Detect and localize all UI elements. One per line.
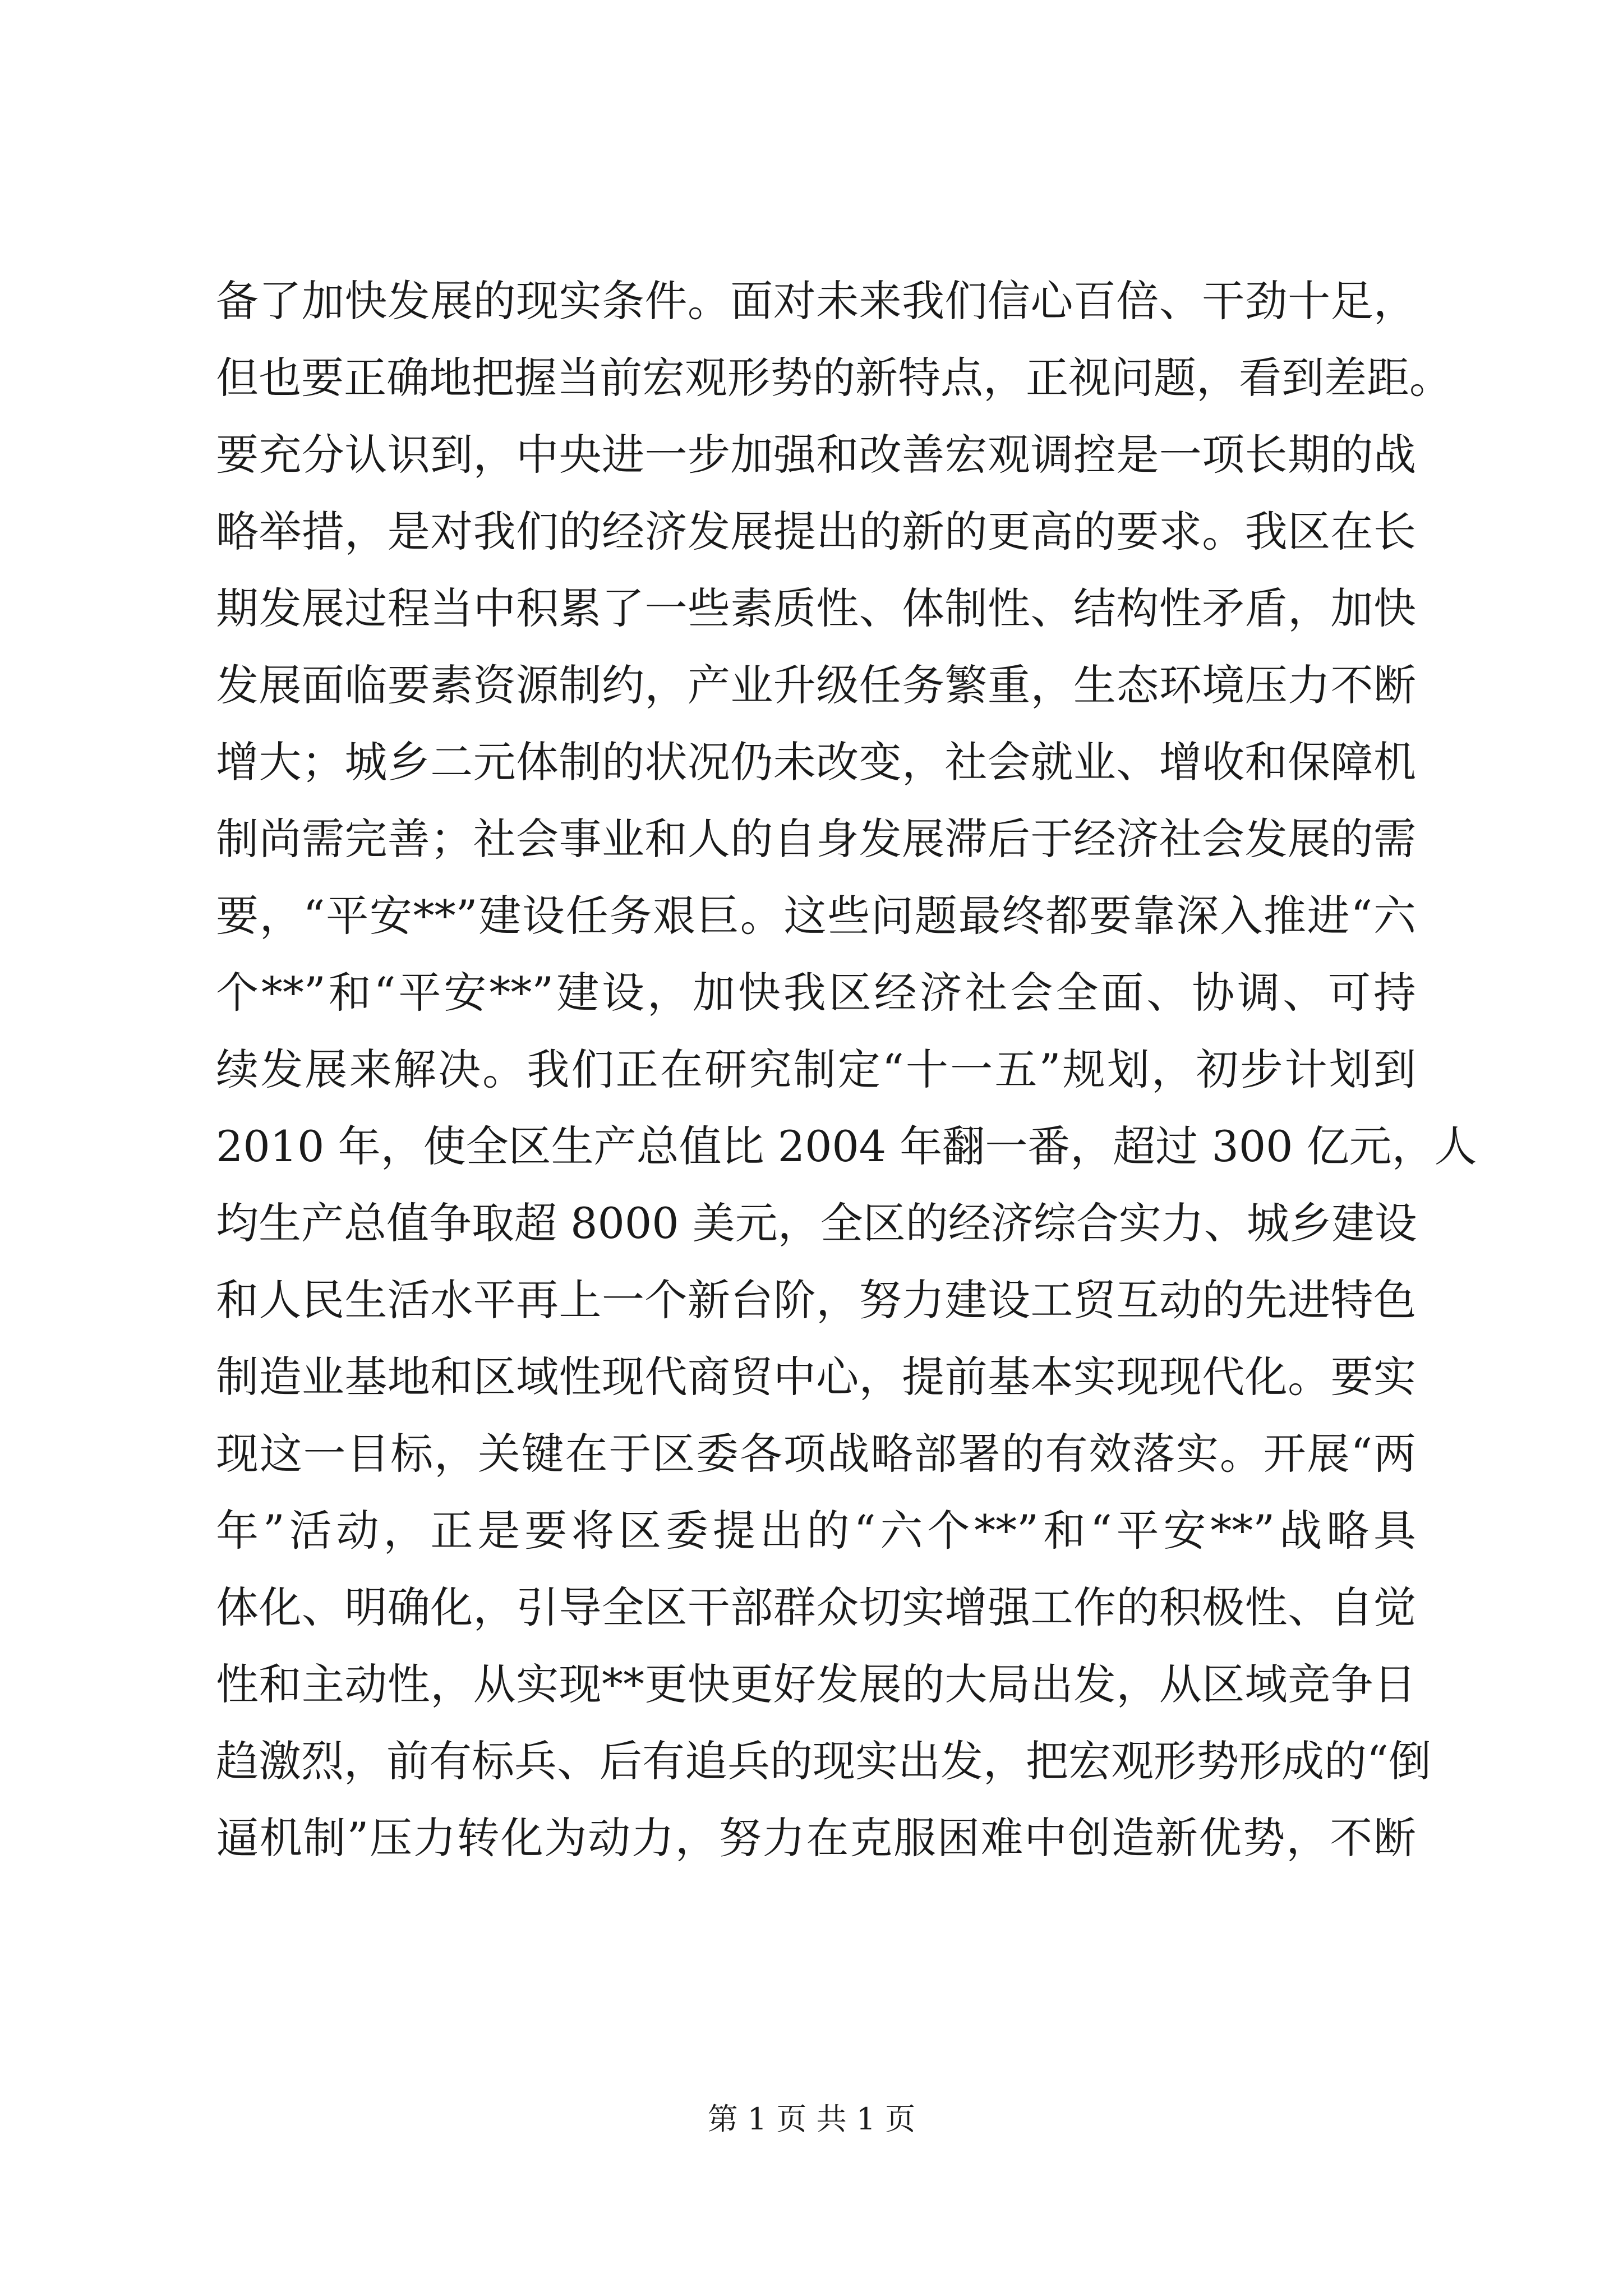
text-line: 略举措，是对我们的经济发展提出的新的更高的要求。我区在长: [216, 507, 1416, 556]
text-line: 逼机制”压力转化为动力，努力在克服困难中创造新优势，不断: [216, 1813, 1416, 1863]
text-line: 要，“平安**”建设任务艰巨。这些问题最终都要靠深入推进“六: [216, 891, 1416, 941]
text-line: 2010 年，使全区生产总值比 2004 年翻一番，超过 300 亿元，人: [216, 1121, 1477, 1171]
text-line: 现这一目标，关键在于区委各项战略部署的有效落实。开展“两: [216, 1429, 1416, 1479]
text-line: 期发展过程当中积累了一些素质性、体制性、结构性矛盾，加快: [216, 583, 1416, 633]
text-line: 备了加快发展的现实条件。面对未来我们信心百倍、干劲十足，: [216, 276, 1416, 326]
text-line: 要充分认识到，中央进一步加强和改善宏观调控是一项长期的战: [216, 430, 1416, 480]
text-line: 制尚需完善；社会事业和人的自身发展滞后于经济社会发展的需: [216, 814, 1416, 864]
text-line: 续发展来解决。我们正在研究制定“十一五”规划，初步计划到: [216, 1045, 1416, 1094]
body-text: [216, 263, 1477, 1876]
page-footer: 第 1 页 共 1 页: [707, 2101, 916, 2137]
text-line: 均生产总值争取超 8000 美元，全区的经济综合实力、城乡建设: [216, 1198, 1417, 1248]
text-line: 发展面临要素资源制约，产业升级任务繁重，生态环境压力不断: [216, 660, 1416, 710]
text-line: 性和主动性，从实现**更快更好发展的大局出发，从区域竞争日: [216, 1659, 1416, 1709]
text-line: 趋激烈，前有标兵、后有追兵的现实出发，把宏观形势形成的“倒: [216, 1736, 1431, 1786]
text-line: 体化、明确化，引导全区干部群众切实增强工作的积极性、自觉: [216, 1582, 1416, 1632]
text-line: 个**”和“平安**”建设，加快我区经济社会全面、协调、可持: [216, 968, 1416, 1018]
text-line: 制造业基地和区域性现代商贸中心，提前基本实现现代化。要实: [216, 1352, 1416, 1402]
text-line: 增大；城乡二元体制的状况仍未改变，社会就业、增收和保障机: [216, 737, 1416, 787]
text-line: 和人民生活水平再上一个新台阶，努力建设工贸互动的先进特色: [216, 1275, 1416, 1325]
text-line: 年”活动，正是要将区委提出的“六个**”和“平安**”战略具: [216, 1506, 1416, 1556]
text-line: 但也要正确地把握当前宏观形势的新特点，正视问题，看到差距。: [216, 353, 1452, 403]
